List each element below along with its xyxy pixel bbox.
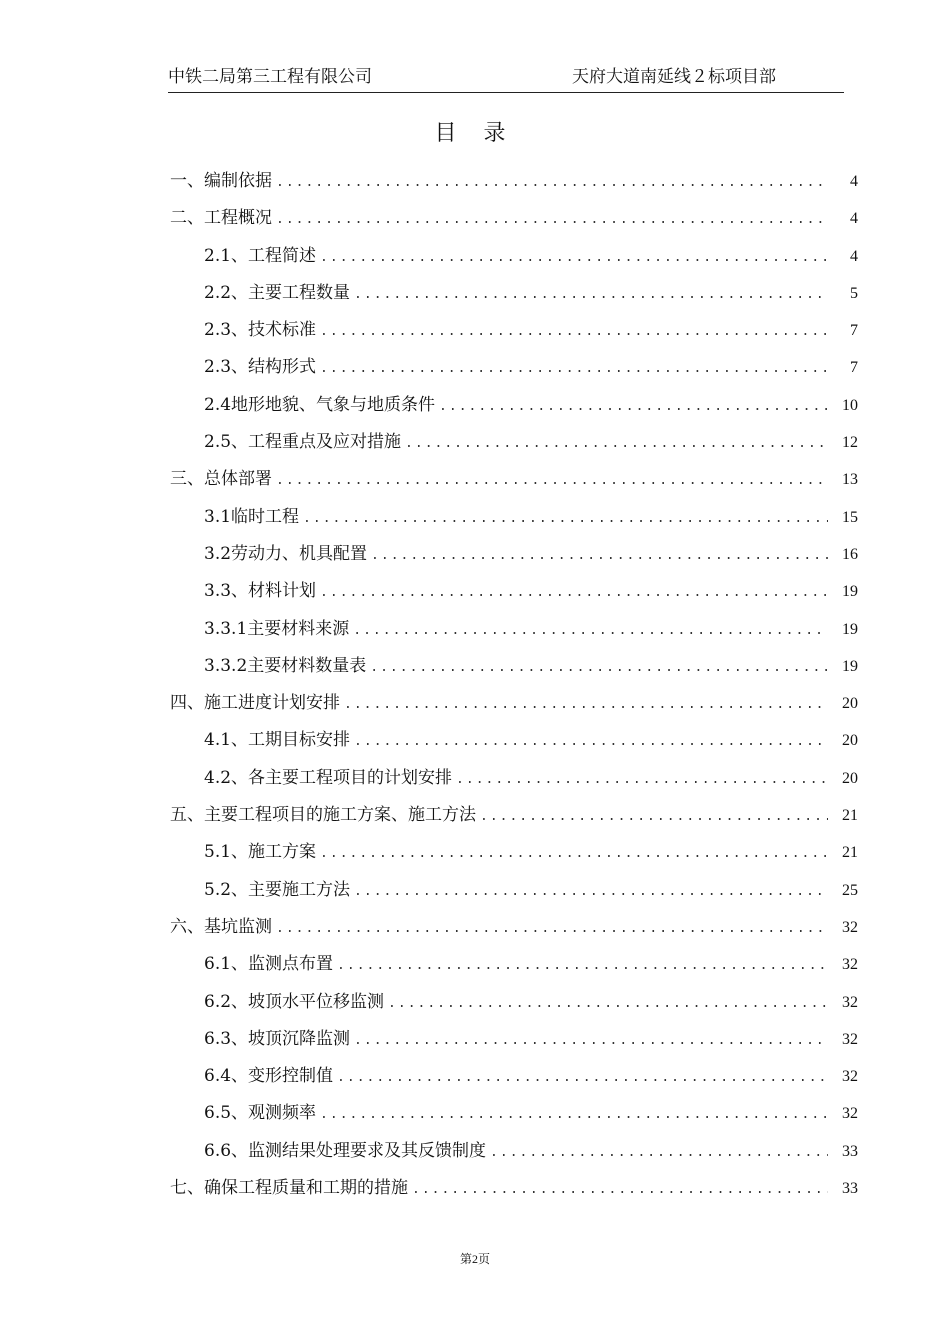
toc-entry-page: 32 xyxy=(842,1068,858,1086)
toc-entry[interactable] xyxy=(170,243,858,280)
toc-entry[interactable] xyxy=(170,839,858,876)
toc-entry-label: 2.5、工程重点及应对措施 xyxy=(204,432,402,453)
toc-entry-label: 6.4、变形控制值 xyxy=(204,1066,334,1087)
toc-entry-label: 2.1、工程简述 xyxy=(204,245,317,266)
toc-entry-label: 5.2、主要施工方法 xyxy=(204,879,351,900)
toc-entry-label: 6.3、坡顶沉降监测 xyxy=(204,1028,351,1049)
toc-entry[interactable] xyxy=(170,168,858,205)
toc-leader-dots xyxy=(353,618,828,644)
toc-entry[interactable] xyxy=(170,205,858,242)
toc-entry-label: 六、基坑监测 xyxy=(170,916,272,937)
toc-leader-dots xyxy=(480,804,828,830)
toc-entry-page: 32 xyxy=(842,1105,858,1123)
toc-leader-dots xyxy=(439,394,828,420)
toc-entry[interactable] xyxy=(170,989,858,1026)
toc-leader-dots xyxy=(490,1140,828,1166)
toc-entry[interactable] xyxy=(170,280,858,317)
toc-entry-page: 21 xyxy=(842,844,858,862)
toc-entry[interactable] xyxy=(170,317,858,354)
toc-entry-page: 4 xyxy=(850,173,858,190)
toc-entry-page: 32 xyxy=(842,956,858,974)
toc-leader-dots xyxy=(320,356,828,382)
toc-entry[interactable] xyxy=(170,354,858,391)
toc-entry[interactable] xyxy=(170,466,858,503)
toc-entry-label: 一、编制依据 xyxy=(170,171,272,191)
toc-entry-page: 19 xyxy=(842,620,858,638)
toc-leader-dots xyxy=(344,692,828,718)
toc-entry-label: 6.6、监测结果处理要求及其反馈制度 xyxy=(204,1140,487,1161)
toc-entry-label: 4.1、工期目标安排 xyxy=(204,730,351,751)
toc-leader-dots xyxy=(276,170,828,196)
toc-entry-page: 20 xyxy=(842,769,858,787)
toc-entry-page: 32 xyxy=(842,1030,858,1048)
toc-entry-label: 5.1、施工方案 xyxy=(204,842,317,863)
toc-entry-page: 4 xyxy=(850,210,858,228)
toc-leader-dots xyxy=(276,468,828,494)
toc-entry[interactable] xyxy=(170,1175,858,1212)
page-footer: 第2页 xyxy=(459,1252,490,1266)
toc-entry-page: 7 xyxy=(850,322,858,340)
toc-entry-label: 四、施工进度计划安排 xyxy=(170,693,340,714)
toc-entry-label: 三、总体部署 xyxy=(170,469,272,490)
toc-entry[interactable] xyxy=(170,1138,858,1175)
toc-entry[interactable] xyxy=(170,578,858,615)
toc-leader-dots xyxy=(320,319,828,345)
toc-entry-page: 20 xyxy=(842,695,858,713)
toc-entry[interactable] xyxy=(170,1026,858,1063)
toc-entry-label: 2.2、主要工程数量 xyxy=(204,282,351,303)
toc-entry-page: 21 xyxy=(842,807,858,825)
toc-entry-label: 3.2劳动力、机具配置 xyxy=(204,543,368,564)
toc-leader-dots xyxy=(370,655,828,681)
toc-entry-page: 33 xyxy=(842,1180,858,1198)
toc-leader-dots xyxy=(320,841,828,867)
toc-entry-label: 七、确保工程质量和工期的措施 xyxy=(170,1178,408,1199)
toc-entry-page: 7 xyxy=(850,359,858,377)
toc-entry-label: 6.5、观测频率 xyxy=(204,1103,317,1124)
toc-leader-dots xyxy=(456,767,828,793)
toc-entry[interactable] xyxy=(170,541,858,578)
toc-leader-dots xyxy=(337,953,828,979)
toc-entry-label: 五、主要工程项目的施工方案、施工方法 xyxy=(170,805,476,826)
toc-leader-dots xyxy=(320,580,828,606)
toc-entry-page: 33 xyxy=(842,1142,858,1160)
toc-entry-page: 32 xyxy=(842,918,858,936)
toc-entry-page: 19 xyxy=(842,657,858,675)
toc-entry-page: 20 xyxy=(842,732,858,750)
toc-leader-dots xyxy=(354,282,828,308)
toc-leader-dots xyxy=(354,879,828,905)
toc-leader-dots xyxy=(354,729,828,755)
toc-entry-page: 5 xyxy=(850,284,858,302)
toc-leader-dots xyxy=(276,207,828,233)
toc-entry[interactable] xyxy=(170,877,858,914)
toc-entry-page: 15 xyxy=(842,508,858,526)
toc-leader-dots xyxy=(405,431,828,457)
toc-entry[interactable] xyxy=(170,802,858,839)
toc-entry[interactable] xyxy=(170,690,858,727)
toc-title: 目 录 xyxy=(434,121,516,146)
toc-entry[interactable] xyxy=(170,1100,858,1137)
header-project: 天府大道南延线２标项目部 xyxy=(572,67,776,87)
toc-leader-dots xyxy=(320,1102,828,1128)
toc-leader-dots xyxy=(276,916,828,942)
toc-entry-page: 19 xyxy=(842,583,858,601)
toc-entry-page: 10 xyxy=(842,396,858,414)
toc-entry-label: 3.3.1主要材料来源 xyxy=(204,618,350,639)
toc-leader-dots xyxy=(320,245,828,271)
toc-entry-label: 4.2、各主要工程项目的计划安排 xyxy=(204,767,453,788)
toc-entry-label: 2.4地形地貌、气象与地质条件 xyxy=(204,394,436,415)
toc-entry-label: 二、工程概况 xyxy=(170,208,272,229)
toc-entry[interactable] xyxy=(170,392,858,429)
header-company: 中铁二局第三工程有限公司 xyxy=(168,67,372,87)
toc-entry-page: 13 xyxy=(842,471,858,489)
toc-leader-dots xyxy=(354,1028,828,1054)
toc-entry-label: 2.3、技术标准 xyxy=(204,320,317,341)
toc-leader-dots xyxy=(303,506,828,532)
toc-entry-label: 2.3、结构形式 xyxy=(204,357,317,378)
toc-leader-dots xyxy=(337,1065,828,1091)
toc-entry-page: 25 xyxy=(842,881,858,899)
page-header xyxy=(168,66,844,93)
toc-entry[interactable] xyxy=(170,727,858,764)
toc-leader-dots xyxy=(371,543,828,569)
toc-entry-page: 16 xyxy=(842,545,858,563)
toc-entry[interactable] xyxy=(170,653,858,690)
toc-entry-label: 3.3.2主要材料数量表 xyxy=(204,655,367,676)
toc-leader-dots xyxy=(388,991,828,1017)
toc-entry[interactable] xyxy=(170,504,858,541)
toc-entry-page: 32 xyxy=(842,993,858,1011)
toc-entry-label: 6.1、监测点布置 xyxy=(204,954,334,975)
toc-entry[interactable] xyxy=(170,951,858,988)
toc-entry-label: 3.1临时工程 xyxy=(204,506,300,527)
toc-entry[interactable] xyxy=(170,1063,858,1100)
toc-entry[interactable] xyxy=(170,914,858,951)
toc-entry-label: 6.2、坡顶水平位移监测 xyxy=(204,991,385,1012)
toc-leader-dots xyxy=(412,1177,828,1203)
toc-entry-page: 12 xyxy=(842,434,858,452)
toc-entry[interactable] xyxy=(170,765,858,802)
toc-entry-label: 3.3、材料计划 xyxy=(204,581,317,602)
toc-entry-page: 4 xyxy=(850,247,858,265)
toc-entry[interactable] xyxy=(170,429,858,466)
table-of-contents xyxy=(170,168,858,1212)
toc-entry[interactable] xyxy=(170,616,858,653)
